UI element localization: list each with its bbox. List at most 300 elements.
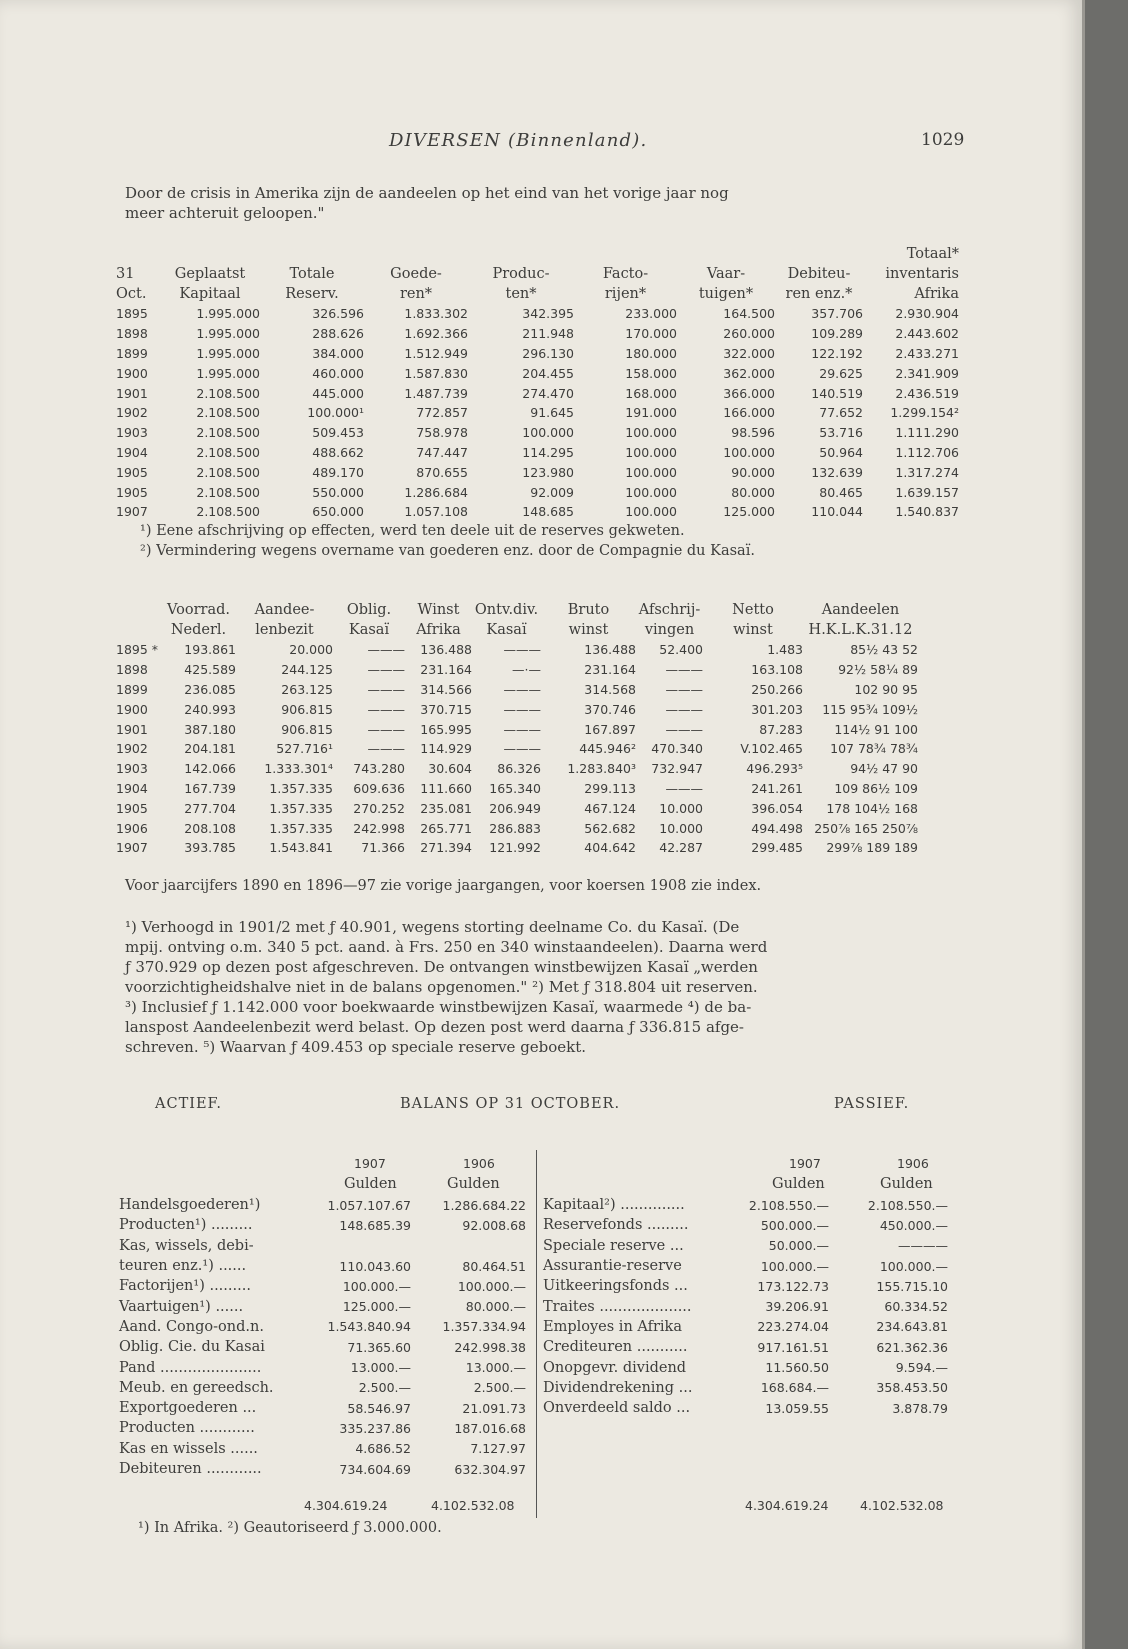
table1-row (116, 383, 959, 403)
table2-cell: 250.266 (751, 681, 803, 697)
table2-cell: ——— (367, 681, 405, 697)
balance-item-value: 4.686.52 (355, 1441, 411, 1457)
table1-cell: 445.000 (312, 385, 364, 401)
table2-cell: 107 78¾ 78¾ (830, 741, 918, 757)
actief-unit: Gulden (447, 1176, 500, 1192)
table1-header-cell: Produc- (492, 266, 550, 282)
table2-cell: 136.488 (584, 642, 636, 658)
balance-item-value: 1.357.334.94 (442, 1319, 526, 1335)
table2-header-cell: winst (568, 622, 609, 638)
passief-row (543, 1317, 948, 1337)
passief-year-1906: 1906 (897, 1156, 929, 1171)
table2-header-cell: lenbezit (255, 622, 314, 638)
notes-paragraph (125, 917, 968, 1057)
balance-item-value: 100.000.— (342, 1278, 411, 1294)
balance-item-value: 734.604.69 (339, 1461, 411, 1477)
table1-cell: 100.000 (625, 484, 677, 500)
table2-cell: 732.947 (651, 761, 703, 777)
table1-cell: 1.112.706 (895, 444, 959, 460)
table1-header-cell: Totaal* (906, 246, 959, 262)
balance-item-value: 80.000.— (465, 1299, 526, 1315)
table1-cell: 1898 (116, 326, 148, 342)
actief-row (119, 1276, 526, 1296)
balance-item-value: 110.043.60 (339, 1258, 411, 1274)
table1-cell: 1.692.366 (404, 326, 468, 342)
table2-cell: 114.929 (420, 741, 472, 757)
balance-item-value: 234.643.81 (876, 1319, 948, 1335)
table2-cell: 906.815 (281, 721, 333, 737)
table1-cell: 98.596 (731, 425, 775, 441)
table1-cell: 489.170 (312, 464, 364, 480)
actief-year-1906: 1906 (463, 1156, 495, 1171)
table2-cell: 241.261 (751, 780, 803, 796)
table2-cell: 445.946² (579, 741, 636, 757)
balance-item-label: Kas, wissels, debi- (119, 1237, 254, 1254)
table1-cell: 164.500 (723, 306, 775, 322)
table1-cell: 296.130 (522, 345, 574, 361)
table1-cell: 650.000 (312, 504, 364, 520)
table2-cell: 1.543.841 (269, 840, 333, 856)
table1-row (116, 423, 959, 443)
table1-cell: 1.995.000 (196, 365, 260, 381)
table1-cell: 2.108.500 (196, 425, 260, 441)
table1-cell: 357.706 (811, 306, 863, 322)
table2-cell: 85½ 43 52 (850, 642, 918, 658)
table1-cell: 1900 (116, 365, 148, 381)
balance-item-value: 1.286.684.22 (442, 1197, 526, 1213)
passief-table (543, 1195, 948, 1418)
table2-header-cell: Kasaï (348, 622, 390, 638)
table2-cell: 242.998 (353, 820, 405, 836)
table2-cell: 496.293⁵ (746, 761, 803, 777)
column-divider (536, 1150, 537, 1518)
balance-item-label: Aand. Congo-ond.n. (119, 1318, 264, 1335)
balance-item-value: 335.237.86 (339, 1420, 411, 1436)
table2-cell: 470.340 (651, 741, 703, 757)
table1-cell: 100.000 (625, 464, 677, 480)
balance-item-value: 71.365.60 (347, 1339, 411, 1355)
table2-cell: 263.125 (281, 681, 333, 697)
table2-cell: ——— (665, 681, 703, 697)
total-passief-1906: 4.102.532.08 (860, 1498, 944, 1513)
table1-cell: 1.587.830 (404, 365, 468, 381)
table2-cell: 87.283 (759, 721, 803, 737)
table2-cell: 163.108 (751, 662, 803, 678)
table2-cell: 111.660 (420, 780, 472, 796)
table2-cell: 393.785 (184, 840, 236, 856)
table2-header-cell: Nederl. (170, 622, 227, 638)
balance-item-value: 13.000.— (350, 1360, 411, 1376)
table1-header-cell: Facto- (602, 266, 649, 282)
table2-cell: 1895 * (116, 642, 159, 658)
table1-cell: 180.000 (625, 345, 677, 361)
table1-cell: 1901 (116, 385, 148, 401)
table1-cell: 1.995.000 (196, 345, 260, 361)
table1-cell: 170.000 (625, 326, 677, 342)
balance-item-value: 13.059.55 (765, 1400, 829, 1416)
passief-unit: Gulden (772, 1176, 825, 1192)
table1-cell: 158.000 (625, 365, 677, 381)
table1-cell: 342.395 (522, 306, 574, 322)
table2-cell: 404.642 (584, 840, 636, 856)
passief-body (543, 1195, 948, 1418)
table1-cell: 100.000 (723, 444, 775, 460)
table1-cell: 1902 (116, 405, 148, 421)
capital-table (116, 244, 959, 522)
table1-header-cell: Totale (289, 266, 335, 282)
table2-header-cell: winst (733, 622, 773, 638)
table2-cell: 1905 (116, 800, 148, 816)
table2-cell: 94½ 47 90 (850, 761, 918, 777)
table2-header-cell: Afschrij- (638, 602, 701, 618)
balance-item-label: Handelsgoederen¹) (119, 1197, 261, 1214)
table1-cell: 747.447 (416, 444, 468, 460)
balance-item-label: Kapitaal²) .............. (543, 1197, 685, 1214)
table2-row (116, 680, 918, 700)
table2-row (116, 818, 918, 838)
table2-cell: 467.124 (584, 800, 636, 816)
passief-row (543, 1215, 948, 1235)
table2-cell: 1902 (116, 741, 148, 757)
table1-cell: 122.192 (811, 345, 863, 361)
table1-cell: 288.626 (312, 326, 364, 342)
intro-paragraph (125, 183, 968, 223)
actief-body (119, 1195, 526, 1479)
table2-cell: 271.394 (420, 840, 472, 856)
balance-item-value: 100.000.— (760, 1258, 829, 1274)
balance-item-label: teuren enz.¹) ...... (119, 1258, 247, 1275)
passief-label: PASSIEF. (834, 1096, 910, 1112)
table2-cell: 20.000 (289, 642, 333, 658)
balance-item-value: 621.362.36 (876, 1339, 948, 1355)
balance-item-label: Debiteuren ............ (119, 1461, 262, 1477)
table1-header-cell: ren enz.* (785, 286, 853, 302)
table1-cell: 870.655 (416, 464, 468, 480)
balance-item-value: 58.546.97 (347, 1400, 411, 1416)
balance-item-label: Crediteuren ........... (543, 1339, 688, 1356)
table2-cell: 1.357.335 (269, 780, 333, 796)
table1-cell: 1905 (116, 484, 148, 500)
table1-cell: 1.286.684 (404, 484, 468, 500)
table2-cell: 235.081 (420, 800, 472, 816)
notes-line: voorzichtigheidshalve niet in de balans opgenomen." ²) Met ƒ 318.804 uit reserven. (125, 978, 758, 996)
table1-cell: 114.295 (522, 444, 574, 460)
balance-item-label: Dividendrekening ... (543, 1379, 693, 1396)
table2-cell: 1906 (116, 820, 148, 836)
table1-cell: 50.964 (819, 444, 863, 460)
table2-body (116, 640, 918, 858)
table1-cell: 53.716 (819, 425, 863, 441)
table1-cell: 100.000¹ (307, 405, 364, 421)
table1-cell: 1.111.290 (895, 425, 959, 441)
table2-cell: 102 90 95 (854, 681, 918, 697)
table1-cell: 2.108.500 (196, 405, 260, 421)
table2-cell: 52.400 (659, 642, 703, 658)
table2-cell: 1.333.301⁴ (264, 761, 333, 777)
table2-cell: ——— (503, 741, 541, 757)
table2-header-cell: Netto (732, 602, 774, 618)
table2-cell: 10.000 (659, 800, 703, 816)
table2-row (116, 798, 918, 818)
balance-item-value: 2.108.550.— (867, 1197, 948, 1213)
table2-cell: ——— (367, 662, 405, 678)
balance-item-value: 13.000.— (465, 1360, 526, 1376)
table1-cell: 100.000 (625, 425, 677, 441)
passief-row (543, 1398, 948, 1418)
balance-item-value: 21.091.73 (462, 1400, 526, 1416)
table1-cell: 80.465 (819, 484, 863, 500)
table2-cell: 299.113 (584, 780, 636, 796)
notes-line: ³) Inclusief ƒ 1.142.000 voor boekwaarde winstbewijzen Kasaï, waarmede ⁴) de ba- (125, 998, 752, 1016)
table1-cell: 148.685 (522, 504, 574, 520)
table2-header-row (116, 620, 918, 640)
balance-item-value: 3.878.79 (892, 1400, 948, 1416)
table2-row (116, 719, 918, 739)
notes-line: lanspost Aandeelenbezit werd belast. Op dezen post werd daarna ƒ 336.815 afge- (125, 1018, 744, 1036)
table2-header-cell: Afrika (416, 622, 461, 638)
table1-header-cell: Geplaatst (174, 266, 246, 282)
balance-item-label: Factorijen¹) ......... (119, 1278, 251, 1295)
table2-cell: 236.085 (184, 681, 236, 697)
table1-cell: 166.000 (723, 405, 775, 421)
balance-item-value: 1.057.107.67 (327, 1197, 411, 1213)
table1-header-row (116, 264, 959, 284)
actief-row (119, 1398, 526, 1418)
balance-item-label: Reservefonds ......... (543, 1217, 689, 1234)
table2-cell: ——— (503, 681, 541, 697)
balance-item-label: Exportgoederen ... (119, 1400, 257, 1417)
table1-row (116, 502, 959, 522)
table1-cell: 2.436.519 (895, 385, 959, 401)
table2-row (116, 660, 918, 680)
table2-header-cell (116, 600, 161, 620)
table1-cell: 80.000 (731, 484, 775, 500)
actief-row (119, 1459, 526, 1479)
table1-header-row (116, 244, 959, 264)
table2-cell: 425.589 (184, 662, 236, 678)
passief-row (543, 1256, 948, 1276)
table2-cell: 240.993 (184, 701, 236, 717)
table2-cell: 250⅞ 165 250⅞ (814, 820, 918, 836)
table2-row (116, 759, 918, 779)
table2-cell: 115 95¾ 109½ (822, 701, 918, 717)
table1-row (116, 304, 959, 324)
balance-item-value: 39.206.91 (765, 1299, 829, 1315)
table1-cell: 2.108.500 (196, 464, 260, 480)
balance-item-value: 60.334.52 (884, 1299, 948, 1315)
passief-unit: Gulden (880, 1176, 933, 1192)
balance-item-label: Kas en wissels ...... (119, 1440, 258, 1457)
balance-item-label: Onverdeeld saldo ... (543, 1400, 691, 1417)
table1-cell: 326.596 (312, 306, 364, 322)
table2-cell: ——— (665, 721, 703, 737)
table1-header-cell: Vaar- (706, 266, 746, 282)
table2-header-cell: Voorrad. (167, 602, 230, 618)
table2-cell: 299.485 (751, 840, 803, 856)
table1-cell: 92.009 (530, 484, 574, 500)
actief-unit: Gulden (344, 1176, 397, 1192)
actief-row (119, 1215, 526, 1235)
balance-item-value: 155.715.10 (876, 1278, 948, 1294)
balance-item-value: 1.543.840.94 (327, 1319, 411, 1335)
table1-cell: 550.000 (312, 484, 364, 500)
table1-row (116, 482, 959, 502)
table1-cell: 1899 (116, 345, 148, 361)
table1-cell: 110.044 (811, 504, 863, 520)
balance-item-value: ———— (898, 1238, 948, 1254)
actief-row (119, 1357, 526, 1377)
actief-row (119, 1296, 526, 1316)
notes-line: schreven. ⁵) Waarvan ƒ 409.453 op speciale reserve geboekt. (125, 1038, 587, 1056)
balance-item-value: 80.464.51 (462, 1258, 526, 1274)
table1-cell: 29.625 (819, 365, 863, 381)
balance-item-label: Assurantie-reserve (543, 1258, 682, 1275)
balance-item-label: Traites .................... (543, 1298, 692, 1315)
balance-item-value: 500.000.— (760, 1217, 829, 1233)
table2-cell: 165.995 (420, 721, 472, 737)
actief-row (119, 1256, 526, 1276)
table2-cell: 167.897 (584, 721, 636, 737)
table1-header-cell: Debiteu- (787, 266, 851, 282)
balance-item-label: Uitkeeringsfonds ... (543, 1278, 688, 1295)
table1-cell: 211.948 (522, 326, 574, 342)
table1-header-cell: ten* (505, 286, 537, 302)
table1-row (116, 462, 959, 482)
table1-cell: 191.000 (625, 405, 677, 421)
table1-row (116, 403, 959, 423)
total-actief-1906: 4.102.532.08 (431, 1498, 515, 1513)
actief-row (119, 1236, 526, 1256)
table2-cell: 301.203 (751, 701, 803, 717)
table2-cell: ——— (665, 780, 703, 796)
intro-line: Door de crisis in Amerika zijn de aandeelen op het eind van het vorige jaar nog (125, 184, 729, 202)
table1-cell: 366.000 (723, 385, 775, 401)
table1-cell: 168.000 (625, 385, 677, 401)
table1-cell: 260.000 (723, 326, 775, 342)
table2-cell: 71.366 (361, 840, 405, 856)
balance-item-value: 125.000.— (342, 1299, 411, 1315)
table2-header-cell (116, 620, 161, 640)
table2-header-cell: Oblig. (346, 602, 392, 618)
table2-cell: 206.949 (489, 800, 541, 816)
table1-cell: 90.000 (731, 464, 775, 480)
table1-cell: 509.453 (312, 425, 364, 441)
table2-cell: 1900 (116, 701, 148, 717)
table2-cell: ——— (503, 701, 541, 717)
table2-cell: 396.054 (751, 800, 803, 816)
table1-cell: 488.662 (312, 444, 364, 460)
balance-item-value: 11.560.50 (765, 1360, 829, 1376)
table2-cell: ——— (367, 741, 405, 757)
table2-header-cell: Aandee- (254, 602, 315, 618)
table1-cell: 1.833.302 (404, 306, 468, 322)
table1-cell: 204.455 (522, 365, 574, 381)
table2-cell: 178 104½ 168 (826, 800, 918, 816)
table1-cell: 132.639 (811, 464, 863, 480)
table1-cell: 1903 (116, 425, 148, 441)
table1-header-cell: Afrika (914, 286, 959, 302)
table1-cell: 1.540.837 (895, 504, 959, 520)
balance-item-value: 92.008.68 (462, 1217, 526, 1233)
table2-cell: 1.483 (767, 642, 803, 658)
balance-item-label: Producten ............ (119, 1420, 255, 1437)
table2-cell: ——— (503, 721, 541, 737)
table2-cell: 165.340 (489, 780, 541, 796)
table1-cell: 2.930.904 (895, 306, 959, 322)
table2-cell: ——— (503, 642, 541, 658)
table2-header-cell: Winst (417, 602, 460, 618)
table2-cell: 1.357.335 (269, 820, 333, 836)
table2-header-cell: Ontv.div. (474, 602, 539, 618)
table1-cell: 384.000 (312, 345, 364, 361)
table2-header-row (116, 600, 918, 620)
table1-cell: 772.857 (416, 405, 468, 421)
table1-body (116, 304, 959, 522)
table1-header-cell: Oct. (116, 286, 147, 302)
intro-line: meer achteruit geloopen." (125, 204, 325, 222)
actief-row (119, 1317, 526, 1337)
table1-cell: 123.980 (522, 464, 574, 480)
table2-cell: 265.771 (420, 820, 472, 836)
table2-cell: 244.125 (281, 662, 333, 678)
table1-cell: 1.995.000 (196, 326, 260, 342)
table2-cell: 906.815 (281, 701, 333, 717)
balance-item-label: Vaartuigen¹) ...... (119, 1298, 244, 1315)
balance-item-value: 223.274.04 (757, 1319, 829, 1335)
table2-cell: 314.568 (584, 681, 636, 697)
table2-header-cell: Bruto (567, 602, 610, 618)
passief-year-1907: 1907 (789, 1156, 821, 1171)
table1-cell: 2.341.909 (895, 365, 959, 381)
table1-cell: 2.443.602 (895, 326, 959, 342)
table2-row (116, 640, 918, 660)
balance-item-value: 2.500.— (473, 1380, 526, 1396)
balance-item-value: 358.453.50 (876, 1380, 948, 1396)
table1-cell: 1907 (116, 504, 148, 520)
actief-label: ACTIEF. (155, 1096, 222, 1112)
table1-cell: 125.000 (723, 504, 775, 520)
balance-item-value: 100.000.— (879, 1258, 948, 1274)
table1-cell: 1.057.108 (404, 504, 468, 520)
table1-cell: 100.000 (522, 425, 574, 441)
notes-line: mpij. ontving o.m. 340 5 pct. aand. à Frs. 250 en 340 winstaandeelen). Daarna werd (125, 938, 768, 956)
balance-item-value: 2.108.550.— (748, 1197, 829, 1213)
table2-cell: 30.604 (428, 761, 472, 777)
table1-cell: 1904 (116, 444, 148, 460)
balance-title: BALANS OP 31 OCTOBER. (400, 1096, 621, 1112)
table2-cell: 609.636 (353, 780, 405, 796)
actief-row (119, 1195, 526, 1215)
table2-row (116, 739, 918, 759)
table1-header-cell: rijen* (604, 286, 647, 302)
table1-cell: 77.652 (819, 405, 863, 421)
table2-cell: 167.739 (184, 780, 236, 796)
table1-cell: 2.108.500 (196, 444, 260, 460)
table2-header-cell: Aandeelen (821, 602, 900, 618)
table2-cell: 136.488 (420, 642, 472, 658)
table2-cell: 121.992 (489, 840, 541, 856)
table1-row (116, 324, 959, 344)
table2-cell: 743.280 (353, 761, 405, 777)
table2-cell: 231.164 (584, 662, 636, 678)
table1-footnote: ²) Vermindering wegens overname van goederen enz. door de Compagnie du Kasaï. (140, 543, 755, 559)
balance-item-value (313, 1236, 411, 1256)
table2-cell: 1901 (116, 721, 148, 737)
passief-row (543, 1296, 948, 1316)
balance-item-value: 50.000.— (768, 1238, 829, 1254)
total-actief-1907: 4.304.619.24 (304, 1498, 388, 1513)
table2-row (116, 838, 918, 858)
